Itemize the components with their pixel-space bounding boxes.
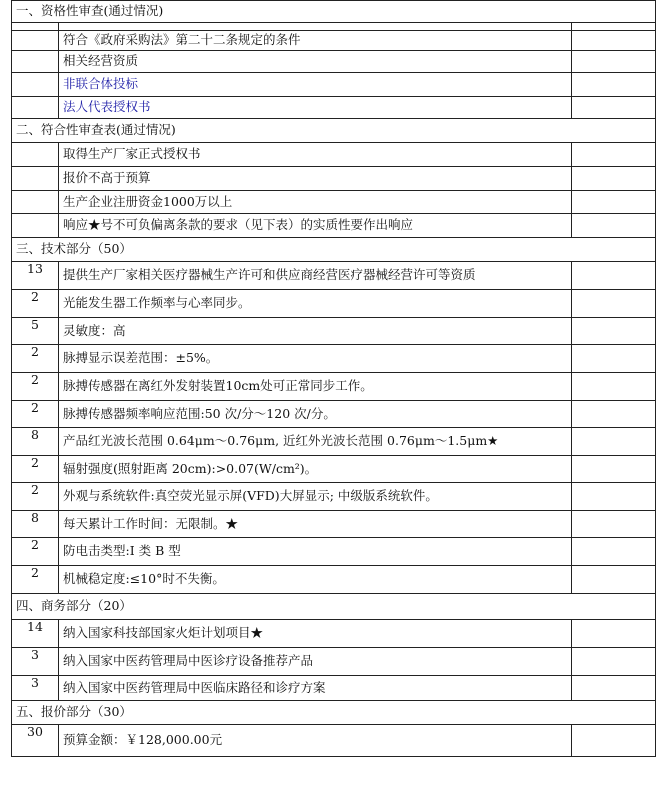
score-cell: 2 — [12, 566, 59, 594]
result-cell — [572, 620, 656, 648]
table-row — [12, 31, 656, 51]
table-row — [12, 318, 656, 345]
criterion-cell: 符合《政府采购法》第二十二条规定的条件 — [59, 31, 572, 51]
criterion-cell: 产品红光波长范围 0.64μm～0.76μm, 近红外光波长范围 0.76μm～1.5μm★ — [59, 428, 572, 456]
section-header — [12, 119, 656, 143]
criterion-cell: 提供生产厂家相关医疗器械生产许可和供应商经营医疗器械经营许可等资质 — [59, 262, 572, 290]
score-cell: 30 — [12, 725, 59, 757]
table-row — [12, 143, 656, 167]
score-cell: 2 — [12, 538, 59, 566]
table-row — [12, 648, 656, 676]
table-row — [12, 566, 656, 594]
spacer-cell — [572, 23, 656, 31]
table-row — [12, 483, 656, 511]
spacer-row — [12, 23, 656, 31]
evaluation-table — [11, 0, 656, 757]
result-cell — [572, 456, 656, 483]
criterion-cell: 报价不高于预算 — [59, 167, 572, 191]
criterion-cell: 法人代表授权书 — [59, 97, 572, 119]
criterion-cell: 响应★号不可负偏离条款的要求（见下表）的实质性要作出响应 — [59, 214, 572, 238]
score-cell: 14 — [12, 620, 59, 648]
section-title: 一、资格性审查(通过情况) — [12, 1, 656, 23]
result-cell — [572, 31, 656, 51]
criterion-cell: 纳入国家科技部国家火炬计划项目★ — [59, 620, 572, 648]
section-header — [12, 238, 656, 262]
score-cell — [12, 214, 59, 238]
result-cell — [572, 538, 656, 566]
criterion-cell: 脉搏传感器在离红外发射装置10cm处可正常同步工作。 — [59, 373, 572, 401]
score-cell: 8 — [12, 428, 59, 456]
table-row — [12, 401, 656, 428]
score-cell: 5 — [12, 318, 59, 345]
criterion-cell: 纳入国家中医药管理局中医诊疗设备推荐产品 — [59, 648, 572, 676]
table-row — [12, 262, 656, 290]
spacer-cell — [59, 23, 572, 31]
result-cell — [572, 345, 656, 373]
table-row — [12, 51, 656, 73]
criterion-cell: 非联合体投标 — [59, 73, 572, 97]
result-cell — [572, 191, 656, 214]
score-cell — [12, 73, 59, 97]
result-cell — [572, 648, 656, 676]
result-cell — [572, 51, 656, 73]
table-row — [12, 167, 656, 191]
criterion-cell: 脉搏显示误差范围：±5%。 — [59, 345, 572, 373]
criterion-cell: 生产企业注册资金1000万以上 — [59, 191, 572, 214]
table-row — [12, 373, 656, 401]
score-cell: 3 — [12, 648, 59, 676]
score-cell: 2 — [12, 345, 59, 373]
score-cell — [12, 97, 59, 119]
result-cell — [572, 290, 656, 318]
score-cell: 2 — [12, 456, 59, 483]
criterion-cell: 预算金额：￥128,000.00元 — [59, 725, 572, 757]
table-row — [12, 97, 656, 119]
result-cell — [572, 373, 656, 401]
section-title: 二、符合性审查表(通过情况) — [12, 119, 656, 143]
table-row — [12, 725, 656, 757]
section-title: 三、技术部分（50） — [12, 238, 656, 262]
spacer-cell — [12, 23, 59, 31]
table-row — [12, 538, 656, 566]
criterion-cell: 外观与系统软件:真空荧光显示屏(VFD)大屏显示; 中级版系统软件。 — [59, 483, 572, 511]
score-cell: 2 — [12, 373, 59, 401]
result-cell — [572, 73, 656, 97]
evaluation-table-body — [12, 1, 656, 757]
criterion-cell: 灵敏度：高 — [59, 318, 572, 345]
score-cell: 2 — [12, 290, 59, 318]
result-cell — [572, 428, 656, 456]
result-cell — [572, 511, 656, 538]
result-cell — [572, 143, 656, 167]
section-title: 四、商务部分（20） — [12, 594, 656, 620]
section-header — [12, 701, 656, 725]
result-cell — [572, 483, 656, 511]
result-cell — [572, 262, 656, 290]
table-row — [12, 345, 656, 373]
table-row — [12, 428, 656, 456]
score-cell — [12, 51, 59, 73]
result-cell — [572, 566, 656, 594]
score-cell — [12, 31, 59, 51]
score-cell: 8 — [12, 511, 59, 538]
criterion-cell: 纳入国家中医药管理局中医临床路径和诊疗方案 — [59, 676, 572, 701]
section-header — [12, 594, 656, 620]
table-row — [12, 456, 656, 483]
score-cell: 13 — [12, 262, 59, 290]
table-row — [12, 191, 656, 214]
criterion-cell: 辐射强度(照射距离 20cm):>0.07(W/cm²)。 — [59, 456, 572, 483]
table-row — [12, 620, 656, 648]
score-cell: 2 — [12, 401, 59, 428]
result-cell — [572, 97, 656, 119]
score-cell: 3 — [12, 676, 59, 701]
result-cell — [572, 167, 656, 191]
result-cell — [572, 725, 656, 757]
score-cell — [12, 191, 59, 214]
criterion-cell: 每天累计工作时间：无限制。★ — [59, 511, 572, 538]
score-cell — [12, 143, 59, 167]
criterion-cell: 取得生产厂家正式授权书 — [59, 143, 572, 167]
criterion-cell: 光能发生器工作频率与心率同步。 — [59, 290, 572, 318]
result-cell — [572, 401, 656, 428]
criterion-cell: 机械稳定度:≤10°时不失衡。 — [59, 566, 572, 594]
table-row — [12, 290, 656, 318]
result-cell — [572, 214, 656, 238]
table-row — [12, 676, 656, 701]
table-row — [12, 214, 656, 238]
result-cell — [572, 318, 656, 345]
criterion-cell: 脉搏传感器频率响应范围:50 次/分～120 次/分。 — [59, 401, 572, 428]
score-cell: 2 — [12, 483, 59, 511]
score-cell — [12, 167, 59, 191]
table-row — [12, 73, 656, 97]
criterion-cell: 防电击类型:I 类 B 型 — [59, 538, 572, 566]
section-title: 五、报价部分（30） — [12, 701, 656, 725]
result-cell — [572, 676, 656, 701]
section-header — [12, 1, 656, 23]
table-row — [12, 511, 656, 538]
criterion-cell: 相关经营资质 — [59, 51, 572, 73]
